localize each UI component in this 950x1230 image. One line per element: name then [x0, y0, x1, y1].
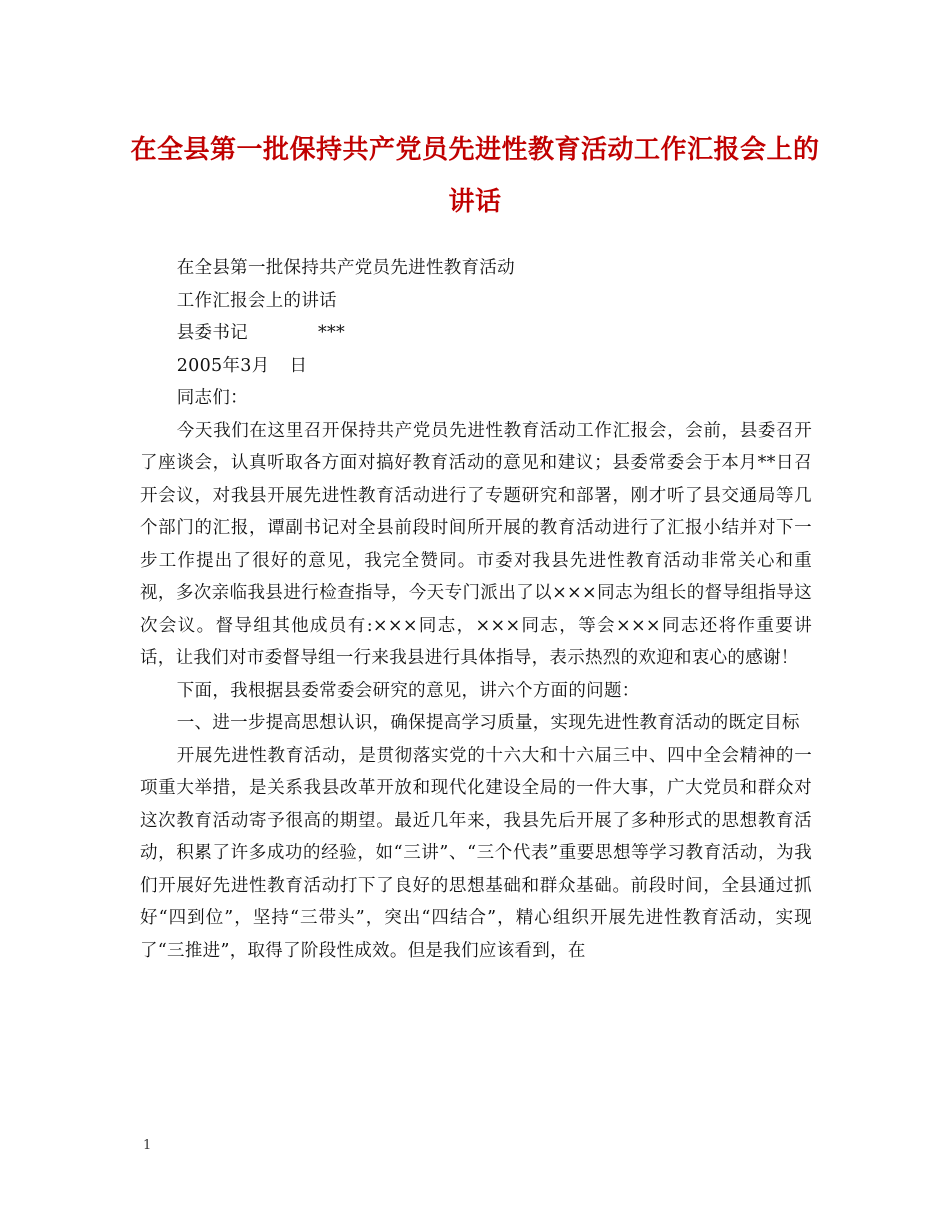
date-day: 日 — [289, 355, 308, 376]
speaker-name: *** — [317, 323, 346, 343]
paragraph: 开展先进性教育活动，是贯彻落实党的十六大和十六届三中、四中全会精神的一项重大举措，是关系我县改革开放和现代化建设全局的一件大事，广大党员和群众对这次教育活动寄予很高的期望。最近几年来，我县先后开展了多种形式的思想教育活动，积累了许多成功的经验，如“三讲”、“三个代表”重要思想等学习教育活动，为我们开展好先进性教育活动打下了良好的思想基础和群众基础。前段时间，全县通过抓好“四到位”，坚持“三带头”，突出“四结合”，精心组织开展先进性教育活动，实现了“三推进”，取得了阶段性成效。但是我们应该看到，在 — [140, 745, 812, 961]
date-year-month: 2005年3月 — [176, 355, 270, 376]
date-line — [140, 350, 812, 383]
speaker-role: 县委书记 — [176, 323, 248, 343]
document-title: 在全县第一批保持共产党员先进性教育活动工作汇报会上的讲话 — [130, 135, 820, 217]
speaker-line — [140, 317, 812, 350]
salutation: 同志们： — [176, 388, 248, 408]
paragraph: 今天我们在这里召开保持共产党员先进性教育活动工作汇报会，会前，县委召开了座谈会，认真听取各方面对搞好教育活动的意见和建议；县委常委会于本月**日召开会议，对我县开展先进性教育活动进行了专题研究和部署，刚才听了县交通局等几个部门的汇报，谭副书记对全县前段时间所开展的教育活动进行了汇报小结并对下一步工作提出了很好的意见，我完全赞同。市委对我县先进性教育活动非常关心和重视，多次亲临我县进行检查指导，今天专门派出了以×××同志为组长的督导组指导这次会议。督导组其他成员有:×××同志，×××同志，等会×××同志还将作重要讲话，让我们对市委督导组一行来我县进行具体指导，表示热烈的欢迎和衷心的感谢！ — [140, 420, 812, 668]
meta-line-2: 工作汇报会上的讲话 — [176, 290, 337, 311]
meta-line-1: 在全县第一批保持共产党员先进性教育活动 — [176, 258, 515, 278]
document-body — [140, 252, 812, 967]
section-heading: 一、进一步提高思想认识，确保提高学习质量，实现先进性教育活动的既定目标 — [176, 713, 800, 733]
paragraph: 下面，我根据县委常委会研究的意见，讲六个方面的问题： — [176, 680, 640, 701]
page-number: 1 — [143, 1138, 152, 1153]
